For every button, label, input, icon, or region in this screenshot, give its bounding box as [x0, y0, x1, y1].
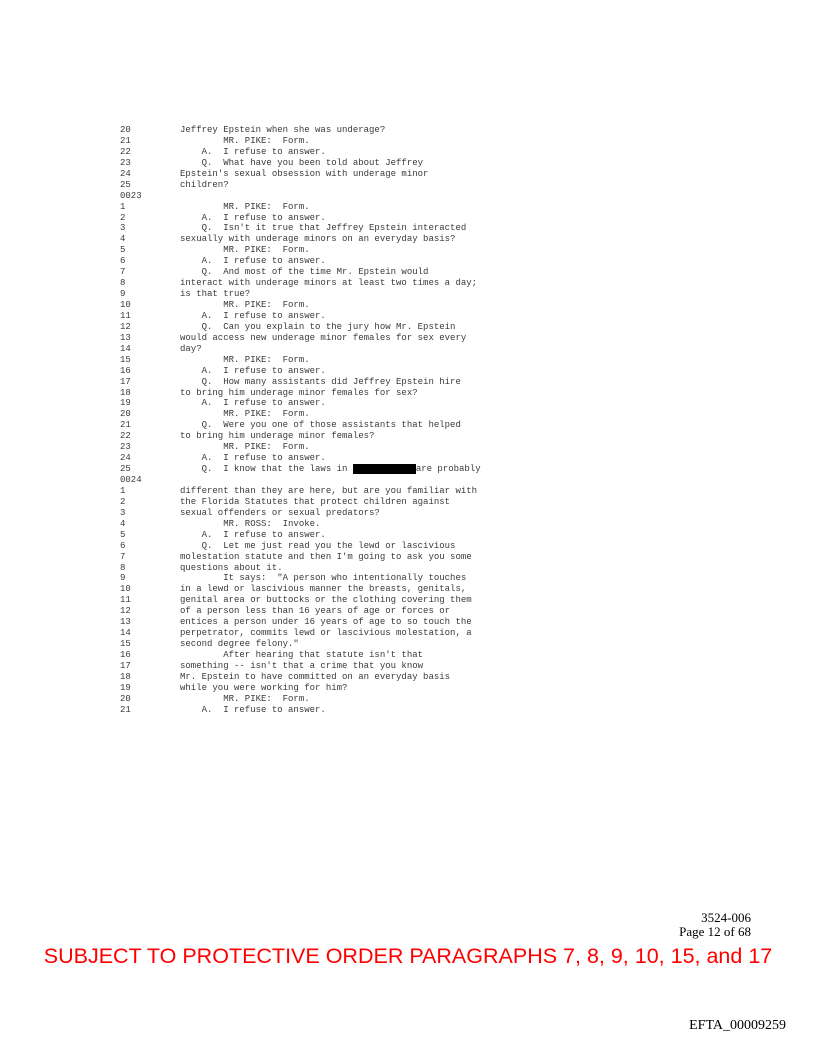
line-text: would access new underage minor females for sex every: [180, 332, 467, 343]
line-number: 12: [120, 606, 131, 617]
transcript-line: [120, 497, 481, 508]
line-number: 20: [120, 409, 131, 420]
transcript-line: [120, 519, 481, 530]
line-number: 11: [120, 310, 131, 321]
line-text: children?: [180, 179, 229, 190]
line-text: Q. Isn't it true that Jeffrey Epstein interacted: [180, 223, 467, 234]
line-text: something -- isn't that a crime that you know: [180, 660, 424, 671]
line-number: 10: [120, 584, 131, 595]
document-footer-id: [679, 911, 751, 939]
line-number: 6: [120, 540, 126, 551]
line-number: 10: [120, 300, 131, 310]
line-text: questions about it.: [180, 562, 283, 573]
transcript-line: [120, 388, 481, 399]
transcript-line: [120, 541, 481, 552]
transcript-line: [120, 475, 481, 486]
line-number: 25: [120, 464, 131, 475]
line-text: MR. PIKE: Form.: [180, 409, 310, 420]
line-text: It says: "A person who intentionally touches: [180, 573, 467, 584]
transcript-line: [120, 377, 481, 388]
line-text: interact with underage minors at least two times a day;: [180, 278, 478, 289]
transcript-line: [120, 256, 481, 267]
line-text: while you were working for him?: [180, 682, 348, 693]
transcript-line: [120, 453, 481, 464]
line-text: MR. PIKE: Form.: [180, 693, 310, 704]
line-number: 11: [120, 595, 131, 606]
transcript-line: [120, 661, 481, 672]
line-number: 20: [120, 125, 131, 135]
transcript-line: [120, 639, 481, 650]
transcript-line: [120, 223, 481, 234]
line-text-continued: are probably: [415, 464, 481, 475]
line-text: to bring him underage minor females for sex?: [180, 387, 418, 398]
line-number: 17: [120, 376, 131, 387]
transcript-line: [120, 158, 481, 169]
line-number: 16: [120, 365, 131, 376]
line-number: 25: [120, 179, 131, 190]
transcript-line: [120, 191, 481, 202]
transcript-line: [120, 595, 481, 606]
line-number: 16: [120, 650, 131, 660]
page-number: Page 12 of 68: [679, 924, 751, 939]
line-text: in a lewd or lascivious manner the breasts, genitals,: [180, 584, 467, 595]
line-number: 4: [120, 234, 126, 245]
line-text: day?: [180, 343, 202, 354]
transcript-line: [120, 300, 481, 311]
line-text: of a person less than 16 years of age or forces or: [180, 606, 451, 617]
transcript-line: [120, 464, 481, 475]
line-number: 2: [120, 496, 126, 507]
bates-number: EFTA_00009259: [689, 1018, 786, 1033]
line-text: Q. Can you explain to the jury how Mr. Epstein: [180, 321, 456, 332]
transcript: [120, 125, 481, 716]
line-text: second degree felony.": [180, 639, 299, 650]
transcript-line: [120, 530, 481, 541]
line-number: 19: [120, 682, 131, 693]
transcript-line: [120, 650, 481, 661]
line-text: Q. Let me just read you the lewd or lascivious: [180, 540, 456, 551]
transcript-line: [120, 202, 481, 213]
transcript-line: [120, 584, 481, 595]
line-number: 21: [120, 135, 131, 146]
line-number: 8: [120, 562, 126, 573]
transcript-line: [120, 694, 481, 705]
line-text: Jeffrey Epstein when she was underage?: [180, 125, 386, 135]
line-text: A. I refuse to answer.: [180, 529, 326, 540]
line-number: 17: [120, 660, 131, 671]
transcript-line: [120, 628, 481, 639]
line-text: A. I refuse to answer.: [180, 212, 326, 223]
line-text: Q. Were you one of those assistants that helped: [180, 420, 461, 431]
transcript-line: [120, 606, 481, 617]
line-text: Q. How many assistants did Jeffrey Epstein hire: [180, 376, 461, 387]
transcript-line: [120, 552, 481, 563]
line-text: MR. PIKE: Form.: [180, 300, 310, 310]
transcript-line: [120, 409, 481, 420]
line-number: 1: [120, 201, 126, 212]
transcript-line: [120, 683, 481, 694]
line-text: MR. PIKE: Form.: [180, 201, 310, 212]
line-number: 7: [120, 551, 126, 562]
line-number: 2: [120, 212, 126, 223]
line-number: 19: [120, 398, 131, 409]
transcript-line: [120, 705, 481, 716]
line-text: is that true?: [180, 289, 251, 300]
transcript-line: [120, 289, 481, 300]
line-number: 14: [120, 343, 131, 354]
line-number: 3: [120, 507, 126, 518]
line-number: 14: [120, 628, 131, 639]
line-number: 12: [120, 321, 131, 332]
line-number: 4: [120, 518, 126, 529]
line-number: 1: [120, 485, 126, 496]
line-text: A. I refuse to answer.: [180, 453, 326, 464]
line-number: 9: [120, 573, 126, 584]
transcript-line: [120, 420, 481, 431]
line-text: After hearing that statute isn't that: [180, 650, 424, 660]
line-text: molestation statute and then I'm going to ask you some: [180, 551, 472, 562]
redaction-bar: [353, 464, 416, 474]
transcript-line: [120, 267, 481, 278]
line-text: MR. PIKE: Form.: [180, 442, 310, 453]
line-number: 5: [120, 529, 126, 540]
transcript-line: [120, 169, 481, 180]
line-text: Mr. Epstein to have committed on an everyday basis: [180, 671, 451, 682]
line-text: A. I refuse to answer.: [180, 398, 326, 409]
transcript-line: [120, 322, 481, 333]
transcript-line: [120, 672, 481, 683]
line-number: 22: [120, 431, 131, 442]
line-number: 3: [120, 223, 126, 234]
line-text: A. I refuse to answer.: [180, 146, 326, 157]
transcript-line: [120, 180, 481, 191]
line-number: 13: [120, 617, 131, 628]
line-text: Q. What have you been told about Jeffrey: [180, 157, 424, 168]
line-text: sexually with underage minors on an everyday basis?: [180, 234, 456, 245]
line-number: 7: [120, 267, 126, 278]
transcript-line: [120, 431, 481, 442]
line-number: 24: [120, 168, 131, 179]
line-text: A. I refuse to answer.: [180, 256, 326, 267]
transcript-line: [120, 573, 481, 584]
line-text: MR. PIKE: Form.: [180, 245, 310, 256]
transcript-line: [120, 213, 481, 224]
transcript-line: [120, 508, 481, 519]
line-number: 13: [120, 332, 131, 343]
transcript-line: [120, 398, 481, 409]
line-number: 6: [120, 256, 126, 267]
line-number: 23: [120, 442, 131, 453]
line-text: sexual offenders or sexual predators?: [180, 507, 380, 518]
transcript-line: [120, 355, 481, 366]
line-text: A. I refuse to answer.: [180, 704, 326, 715]
line-text: A. I refuse to answer.: [180, 365, 326, 376]
line-number: 0024: [120, 475, 142, 485]
line-text: MR. PIKE: Form.: [180, 354, 310, 365]
line-number: 21: [120, 420, 131, 431]
transcript-line: [120, 311, 481, 322]
line-text: different than they are here, but are you familiar with: [180, 485, 478, 496]
line-number: 21: [120, 704, 131, 715]
transcript-line: [120, 486, 481, 497]
line-text: entices a person under 16 years of age to so touch the: [180, 617, 472, 628]
line-number: 9: [120, 289, 126, 300]
line-text: A. I refuse to answer.: [180, 310, 326, 321]
line-number: 8: [120, 278, 126, 289]
document-number: 3524-006: [701, 910, 751, 925]
line-text: Q. And most of the time Mr. Epstein would: [180, 267, 429, 278]
line-text: Q. I know that the laws in: [180, 464, 353, 475]
line-number: 15: [120, 639, 131, 650]
line-number: 18: [120, 671, 131, 682]
line-text: genital area or buttocks or the clothing covering them: [180, 595, 472, 606]
transcript-line: [120, 344, 481, 355]
line-number: 24: [120, 453, 131, 464]
line-number: 18: [120, 387, 131, 398]
transcript-line: [120, 366, 481, 377]
transcript-line: [120, 125, 481, 136]
transcript-line: [120, 136, 481, 147]
transcript-line: [120, 234, 481, 245]
transcript-line: [120, 278, 481, 289]
transcript-line: [120, 617, 481, 628]
transcript-line: [120, 333, 481, 344]
line-number: 5: [120, 245, 126, 256]
protective-order-notice: SUBJECT TO PROTECTIVE ORDER PARAGRAPHS 7, 8, 9, 10, 15, and 17: [43, 944, 773, 968]
transcript-line: [120, 147, 481, 158]
transcript-line: [120, 563, 481, 574]
line-text: perpetrator, commits lewd or lascivious molestation, a: [180, 628, 472, 639]
line-text: the Florida Statutes that protect children against: [180, 496, 451, 507]
transcript-line: [120, 442, 481, 453]
transcript-line: [120, 245, 481, 256]
line-number: 20: [120, 693, 131, 704]
line-text: MR. PIKE: Form.: [180, 135, 310, 146]
line-number: 15: [120, 354, 131, 365]
line-text: MR. ROSS: Invoke.: [180, 518, 321, 529]
line-number: 0023: [120, 190, 142, 201]
line-number: 22: [120, 146, 131, 157]
line-text: Epstein's sexual obsession with underage minor: [180, 168, 429, 179]
line-number: 23: [120, 157, 131, 168]
line-text: to bring him underage minor females?: [180, 431, 375, 442]
